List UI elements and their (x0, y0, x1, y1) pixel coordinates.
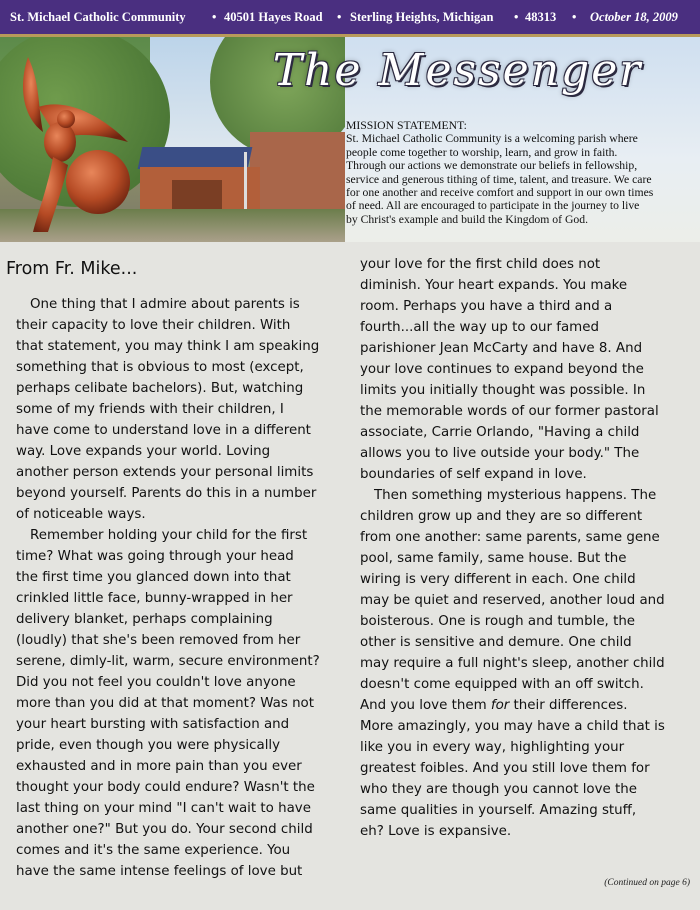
article-line: time? What was going through your head (16, 549, 294, 564)
article-line: the first time you glanced down into that (16, 570, 291, 585)
article-line: boundaries of self expand in love. (360, 467, 587, 482)
article-line: who they are though you cannot love the (360, 782, 638, 797)
mission-line: of need. All are encouraged to participate in the journey to live (346, 199, 640, 213)
article-right-column (360, 254, 682, 842)
header-bullet: • (514, 10, 519, 24)
article-line: some of my friends with their children, I (16, 402, 284, 417)
article-line: Then something mysterious happens. The (374, 488, 657, 503)
article-line: crinkled little face, bunny-wrapped in her (16, 591, 293, 606)
article-line: thought your body could endure? Wasn't the (16, 780, 315, 795)
issue-date: October 18, 2009 (590, 10, 678, 24)
article-line: their capacity to love their children. With (16, 318, 291, 333)
article-line: wiring is very different in each. One child (360, 572, 636, 587)
article-line: exhausted and in more pain than you ever (16, 759, 302, 774)
header-bullet: • (337, 10, 342, 24)
header-bullet: • (572, 10, 577, 24)
article-line: may be quiet and reserved, another loud and (360, 593, 665, 608)
article-line: perhaps celibate bachelors). But, watching (16, 381, 304, 396)
article-line: room. Perhaps you have a third and a (360, 299, 613, 314)
article-line: other is sensitive and demure. One child (360, 635, 632, 650)
masthead-banner (0, 37, 700, 242)
article-line: another one?" But you do. Your second child (16, 822, 313, 837)
continued-note: (Continued on page 6) (604, 878, 690, 888)
article-line: that statement, you may think I am speaking (16, 339, 320, 354)
article-line: of noticeable ways. (16, 507, 146, 522)
article-line: may require a full night's sleep, another child (360, 656, 665, 671)
article-line: way. Love expands your world. Loving (16, 444, 271, 459)
parish-name: St. Michael Catholic Community (10, 10, 186, 24)
header-bar (0, 0, 700, 37)
article-line: have the same intense feelings of love but (16, 864, 303, 879)
article-line: your love for the first child does not (360, 257, 601, 272)
article-line: your love continues to expand beyond the (360, 362, 644, 377)
mission-line: Through our actions we demonstrate our beliefs in fellowship, (346, 159, 638, 173)
article-line: something that is obvious to most (except, (16, 360, 304, 375)
article-line: (loudly) that she's been removed from her (16, 633, 301, 648)
article-line: diminish. Your heart expands. You make (360, 278, 628, 293)
article-line: the memorable words of our former pastoral (360, 404, 659, 419)
mission-line: for one another and receive comfort and support in our own times (346, 186, 654, 200)
article-line: pride, even though you were physically (16, 738, 281, 753)
mission-line: service and generous tithing of time, talent, and treasure. We care (346, 172, 652, 186)
article-line: Remember holding your child for the first (30, 528, 308, 543)
article-line: last thing on your mind "I can't wait to have (16, 801, 311, 816)
article-line: One thing that I admire about parents is (30, 297, 300, 312)
article-line: fourth...all the way up to our famed (360, 320, 599, 335)
parish-city: Sterling Heights, Michigan (350, 10, 494, 24)
article-line: your heart bursting with satisfaction and (16, 717, 290, 732)
mission-label: MISSION STATEMENT: (346, 119, 467, 132)
article-line: boisterous. One is rough and tumble, the (360, 614, 636, 629)
mission-line: by Christ's example and build the Kingdom of God. (346, 212, 588, 226)
article-line: More amazingly, you may have a child that is (360, 719, 665, 734)
article-line-start: And you love them (360, 698, 491, 713)
article-line: pool, same family, same house. But the (360, 551, 627, 566)
article-line: more than you did at that moment? Was not (16, 696, 314, 711)
article-line: same qualities in yourself. Amazing stuff, (360, 803, 637, 818)
article-line: eh? Love is expansive. (360, 824, 512, 839)
article-line: children grow up and they are so different (360, 509, 643, 524)
mission-line: St. Michael Catholic Community is a welcoming parish where (346, 132, 638, 146)
article-line: another person extends your personal limits (16, 465, 314, 480)
mission-line: people come together to worship, learn, and grow in faith. (346, 145, 618, 159)
parish-zip: 48313 (525, 10, 557, 24)
parish-address: 40501 Hayes Road (224, 10, 323, 24)
article-line: allows you to live outside your body." The (360, 446, 640, 461)
article-line: beyond yourself. Parents do this in a number (16, 486, 317, 501)
article-line: doesn't come equipped with an off switch. (360, 677, 644, 692)
newsletter-title: The Messenger (272, 45, 643, 96)
article-line: associate, Carrie Orlando, "Having a child (360, 425, 640, 440)
article-line: serene, dimly-lit, warm, secure environment? (16, 654, 320, 669)
mission-statement (346, 119, 696, 226)
article-line: comes and it's the same experience. You (16, 843, 291, 858)
article-line: from one another: same parents, same gene (360, 530, 660, 545)
article-line: have come to understand love in a different (16, 423, 311, 438)
article-line (360, 695, 682, 716)
article-line: Did you not feel you couldn't love anyone (16, 675, 296, 690)
article-line: greatest foibles. And you still love them for (360, 761, 650, 776)
emphasis-word: for (490, 698, 510, 713)
article-line: like you in every way, highlighting your (360, 740, 625, 755)
angel-statue-icon (8, 47, 138, 237)
article-line-end: their differences. (509, 698, 628, 713)
header-bullet: • (212, 10, 217, 24)
article-line: parishioner Jean McCarty and have 8. And (360, 341, 643, 356)
article-left-column (6, 254, 341, 882)
article-heading: From Fr. Mike... (6, 259, 138, 279)
article-line: limits you initially thought was possible. In (360, 383, 646, 398)
article-line: delivery blanket, perhaps complaining (16, 612, 273, 627)
